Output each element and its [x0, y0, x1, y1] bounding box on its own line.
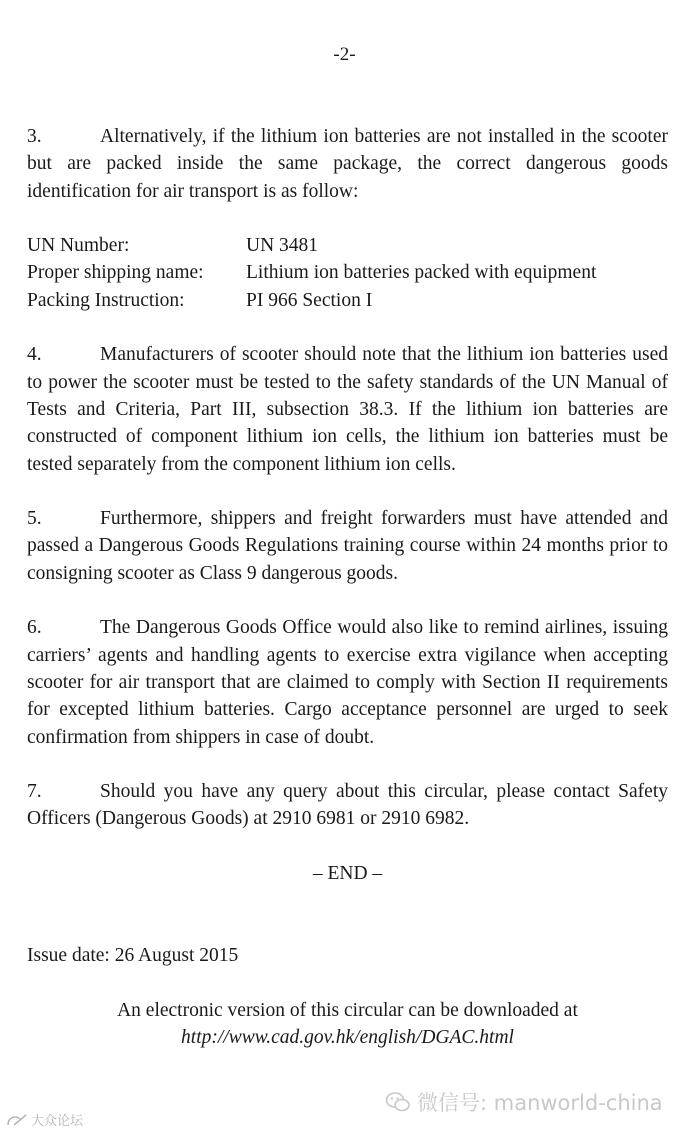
download-notice — [27, 997, 668, 1052]
shipping-name-label: Proper shipping name: — [27, 262, 204, 284]
packing-instruction-label: Packing Instruction: — [27, 289, 185, 311]
paragraph-number: 5. — [27, 508, 42, 530]
paragraph-text: The Dangerous Goods Office would also like to remind airlines, issuing carriers’ agents and handling agents to exercise extra vigilance when accepting scooter for air transport that are claimed to comply with Section II requirements for excepted lithium batteries. Cargo acceptance personnel are urged to seek confirmation from shippers in case of doubt. — [27, 617, 668, 748]
paragraph-4 — [27, 341, 668, 477]
dangerous-goods-identification — [27, 232, 668, 314]
paragraph-number: 3. — [27, 126, 42, 147]
forum-logo-icon — [6, 1113, 28, 1127]
paragraph-number: 7. — [27, 781, 42, 803]
page-number: -2- — [333, 44, 356, 65]
issue-date: Issue date: 26 August 2015 — [27, 944, 239, 966]
packing-instruction-value: PI 966 Section I — [246, 289, 373, 311]
forum-watermark-text: 大众论坛 — [31, 1114, 84, 1129]
paragraph-number: 4. — [27, 344, 42, 366]
paragraph-7 — [27, 778, 668, 833]
un-number-value: UN 3481 — [246, 235, 319, 257]
paragraph-text: Alternatively, if the lithium ion batteries are not installed in the scooter but are packed inside the same package, the correct dangerous goods identification for air transport is as follow: — [27, 126, 668, 202]
paragraph-number: 6. — [27, 617, 42, 639]
paragraph-text: Manufacturers of scooter should note that the lithium ion batteries used to power the scooter must be tested to the safety standards of the UN Manual of Tests and Criteria, Part III, subsection 38.3. If the lithium ion batteries are constructed of component lithium ion cells, the lithium ion batteries must be tested separately from the component lithium ion cells. — [27, 344, 668, 475]
wechat-watermark — [385, 1087, 663, 1117]
paragraph-text: Should you have any query about this circular, please contact Safety Officers (Dangerous Goods) at 2910 6981 or 2910 6982. — [27, 781, 668, 830]
wechat-id-text: 微信号: manworld-china — [417, 1091, 663, 1115]
end-marker: – END – — [312, 863, 383, 885]
paragraph-3 — [27, 123, 668, 205]
download-text: An electronic version of this circular can be downloaded at — [117, 999, 578, 1021]
document-body — [27, 123, 668, 1051]
packing-instruction-row — [27, 287, 668, 314]
un-number-label: UN Number: — [27, 235, 130, 257]
paragraph-6 — [27, 614, 668, 750]
wechat-icon — [385, 1091, 411, 1113]
shipping-name-value: Lithium ion batteries packed with equipment — [246, 262, 597, 284]
forum-watermark — [6, 1110, 83, 1129]
shipping-name-row — [27, 259, 668, 286]
paragraph-text: Furthermore, shippers and freight forwarders must have attended and passed a Dangerous Goods Regulations training course within 24 months prior to consigning scooter as Class 9 dangerous goods. — [27, 508, 668, 584]
paragraph-5 — [27, 505, 668, 587]
un-number-row — [27, 232, 668, 259]
download-url-link[interactable]: http://www.cad.gov.hk/english/DGAC.html — [181, 1026, 514, 1048]
